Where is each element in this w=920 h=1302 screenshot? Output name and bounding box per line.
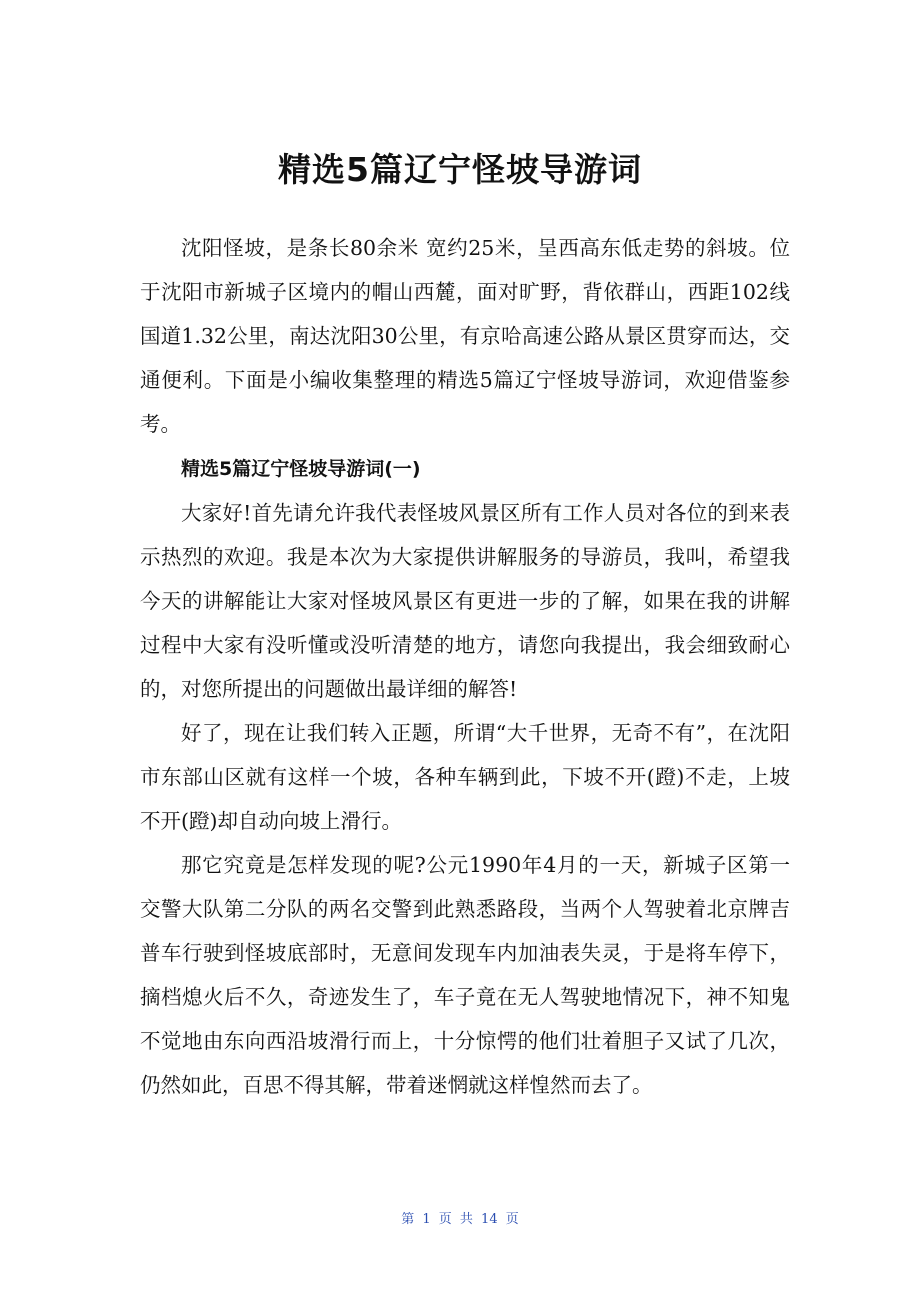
body-paragraph-discovery: 那它究竟是怎样发现的呢?公元1990年4月的一天，新城子区第一交警大队第二分队的两名交警到此熟悉路段，当两个人驾驶着北京牌吉普车行驶到怪坡底部时，无意间发现车内加油表失灵，于是将车停下，摘档熄火后不久，奇迹发生了，车子竟在无人驾驶地情况下，神不知鬼不觉地由东向西沿坡滑行而上，十分惊愕的他们壮着胆子又试了几次，仍然如此，百思不得其解，带着迷惘就这样惶然而去了。 [140, 853, 790, 1097]
intro-paragraph: 沈阳怪坡，是条长80余米 宽约25米，呈西高东低走势的斜坡。位于沈阳市新城子区境内的帽山西麓，面对旷野，背依群山，西距102线国道1.32公里，南达沈阳30公里，有京哈高速公路从景区贯穿而达，交通便利。下面是小编收集整理的精选5篇辽宁怪坡导游词，欢迎借鉴参考。 [140, 236, 790, 436]
body-paragraph-welcome: 大家好!首先请允许我代表怪坡风景区所有工作人员对各位的到来表示热烈的欢迎。我是本次为大家提供讲解服务的导游员，我叫，希望我今天的讲解能让大家对怪坡风景区有更进一步的了解，如果在我的讲解过程中大家有没听懂或没听清楚的地方，请您向我提出，我会细致耐心的，对您所提出的问题做出最详细的解答! [140, 501, 790, 701]
section-heading: 精选5篇辽宁怪坡导游词(一) [181, 458, 421, 480]
document-body [140, 226, 790, 1107]
body-paragraph-topic: 好了，现在让我们转入正题，所谓“大千世界，无奇不有”，在沈阳市东部山区就有这样一个坡，各种车辆到此，下坡不开(蹬)不走，上坡不开(蹬)却自动向坡上滑行。 [140, 721, 790, 833]
page-footer: 第 1 页 共 14 页 [401, 1212, 519, 1227]
document-title: 精选5篇辽宁怪坡导游词 [278, 150, 642, 189]
